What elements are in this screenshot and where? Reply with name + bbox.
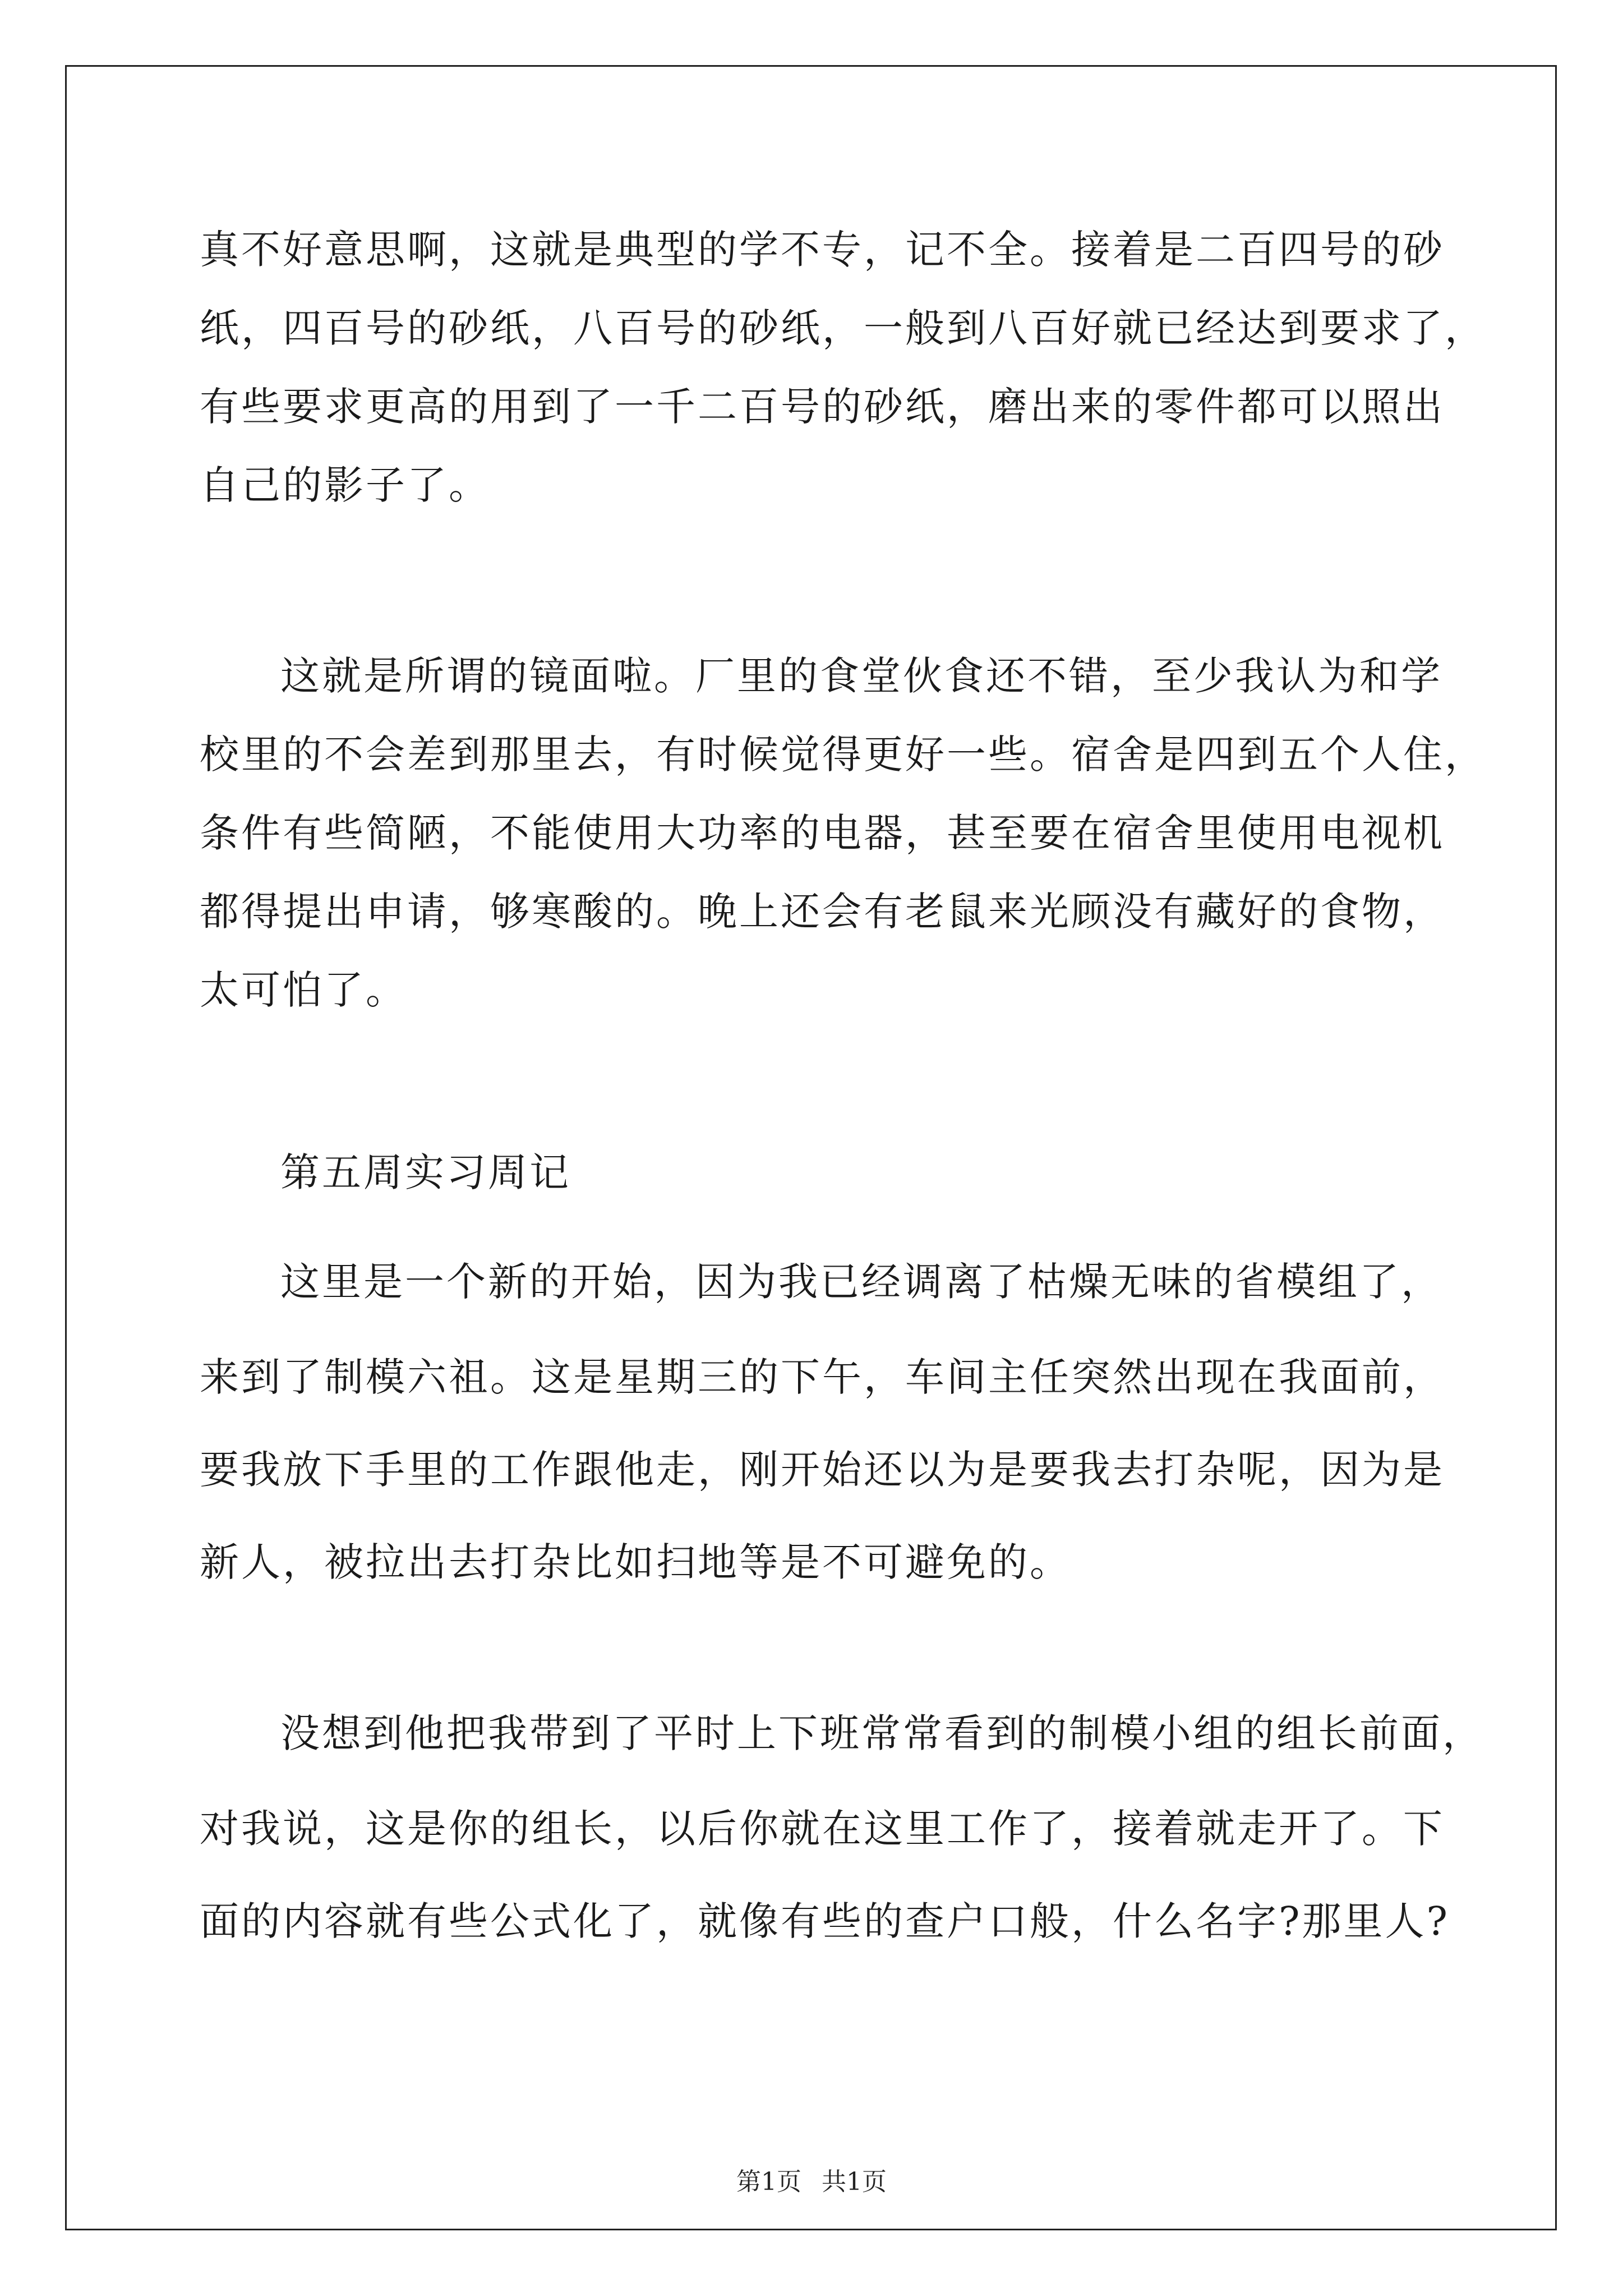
text-line-11: 这里是一个新的开始，因为我已经调离了枯燥无味的省模组了，	[280, 1259, 1442, 1305]
section-heading: 第五周实习周记	[280, 1149, 571, 1195]
text-line-13: 要我放下手里的工作跟他走，刚开始还以为是要我去打杂呢，因为是	[200, 1447, 1445, 1493]
text-line-2: 纸，四百号的砂纸，八百号的砂纸，一般到八百好就已经达到要求了，	[200, 305, 1486, 351]
text-line-5: 这就是所谓的镜面啦。厂里的食堂伙食还不错，至少我认为和学	[280, 653, 1442, 699]
text-line-16: 对我说，这是你的组长，以后你就在这里工作了，接着就走开了。下	[200, 1806, 1445, 1852]
text-line-8: 都得提出申请，够寒酸的。晚上还会有老鼠来光顾没有藏好的食物，	[200, 889, 1445, 935]
page-number: 第1页	[736, 2168, 801, 2196]
text-line-1: 真不好意思啊，这就是典型的学不专，记不全。接着是二百四号的砂	[200, 227, 1445, 273]
text-line-7: 条件有些简陋，不能使用大功率的电器，甚至要在宿舍里使用电视机	[200, 810, 1445, 856]
text-line-6: 校里的不会差到那里去，有时候觉得更好一些。宿舍是四到五个人住，	[200, 731, 1486, 777]
text-line-3: 有些要求更高的用到了一千二百号的砂纸，磨出来的零件都可以照出	[200, 384, 1445, 430]
page-footer	[0, 2165, 1623, 2199]
text-line-15: 没想到他把我带到了平时上下班常常看到的制模小组的组长前面，	[280, 1710, 1484, 1756]
text-line-14: 新人，被拉出去打杂比如扫地等是不可避免的。	[200, 1539, 1071, 1585]
text-line-4: 自己的影子了。	[200, 462, 490, 508]
text-line-9: 太可怕了。	[200, 967, 407, 1013]
page-total: 共1页	[822, 2168, 887, 2196]
text-line-17: 面的内容就有些公式化了，就像有些的查户口般，什么名字?那里人?	[200, 1898, 1450, 1944]
text-line-12: 来到了制模六祖。这是星期三的下午，车间主任突然出现在我面前，	[200, 1354, 1445, 1400]
